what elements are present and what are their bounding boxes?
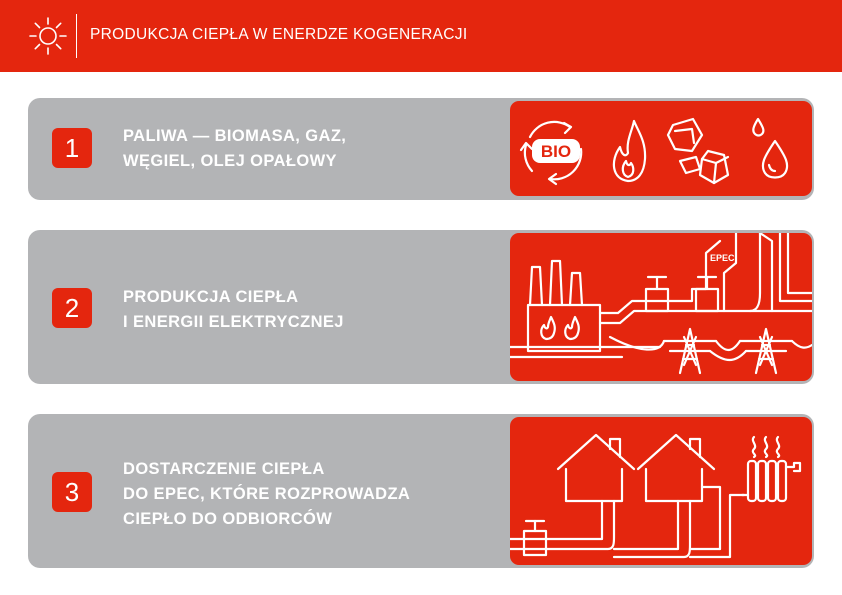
step-text-line: DOSTARCZENIE CIEPŁA [123, 460, 325, 478]
flame-icon [614, 121, 645, 181]
step-text-line: PALIWA — BIOMASA, GAZ, [123, 127, 347, 145]
header-divider [76, 14, 77, 58]
pipeline-icon [510, 233, 812, 357]
production-panel [510, 233, 812, 381]
step-text-line: WĘGIEL, OLEJ OPAŁOWY [123, 152, 337, 170]
fuel-panel [510, 101, 812, 196]
power-plant-icon [528, 261, 600, 351]
header-bar [0, 0, 842, 72]
step-text-line: CIEPŁO DO ODBIORCÓW [123, 510, 333, 528]
epec-label: EPEC [710, 253, 735, 263]
page-title: PRODUKCJA CIEPŁA W ENERDZE KOGENERACJI [90, 26, 468, 43]
sun-icon [28, 16, 68, 56]
step-text-line: DO EPEC, KTÓRE ROZPROWADZA [123, 485, 411, 503]
step-card-3 [28, 414, 814, 568]
step-number: 2 [52, 288, 92, 328]
valve-icon [646, 277, 718, 311]
step-text [123, 285, 344, 335]
step-text [123, 124, 346, 174]
step-text-line: PRODUKCJA CIEPŁA [123, 288, 299, 306]
power-pylon-icon [610, 329, 812, 373]
step-number: 3 [52, 472, 92, 512]
house-icon [558, 435, 714, 501]
bio-badge-label: BIO [540, 142, 572, 161]
delivery-panel [510, 417, 812, 565]
coal-icon [668, 119, 728, 183]
step-text-line: I ENERGII ELEKTRYCZNEJ [123, 313, 344, 331]
step-card-1 [28, 98, 814, 200]
oil-drop-icon [753, 119, 787, 178]
step-card-2 [28, 230, 814, 384]
radiator-icon [742, 437, 800, 501]
step-number: 1 [52, 128, 92, 168]
step-text [123, 457, 410, 532]
